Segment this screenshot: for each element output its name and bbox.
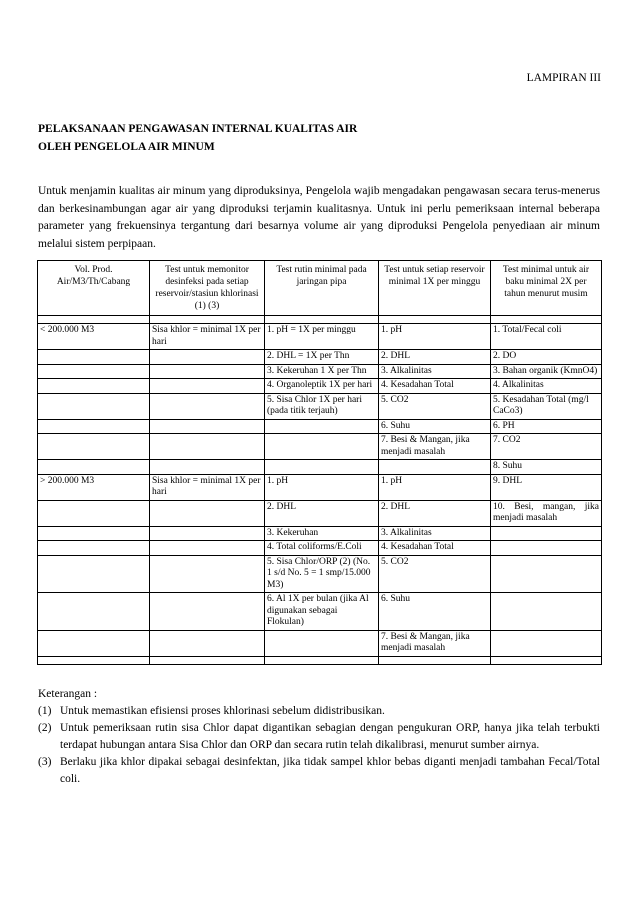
intro-paragraph: Untuk menjamin kualitas air minum yang diproduksinya, Pengelola wajib mengadakan pengawasan secara terus-menerus dan berkesinambungan agar air yang diproduksi terjamin kualitasnya. Untuk ini perlu pemeriksaan internal beberapa parameter yang frekuensinya tergantung dari besarnya volume air yang diproduksi Pengelola penyediaan air minum melalui sistem perpipaan.	[38, 185, 600, 250]
note-item	[38, 720, 600, 754]
table-row-cell-1	[150, 364, 265, 379]
table-row	[38, 350, 602, 365]
table-row-cell-1	[150, 541, 265, 556]
table-header-row-cell-1: Test untuk memonitor desinfeksi pada setiap reservoir/stasiun khlorinasi (1) (3)	[150, 261, 265, 316]
table-header-row	[38, 261, 602, 316]
note-number: (2)	[38, 722, 52, 734]
table-row-cell-2: 5. Sisa Chlor 1X per hari (pada titik terjauh)	[265, 393, 379, 419]
table-row-cell-1	[150, 593, 265, 631]
table-row-cell-2	[265, 460, 379, 475]
table-row-cell-3: 3. Alkalinitas	[379, 526, 491, 541]
table-row	[38, 379, 602, 394]
table-row-cell-2	[265, 419, 379, 434]
table-row-cell-0	[38, 630, 150, 656]
table-row-cell-3: 1. pH	[379, 474, 491, 500]
table-row-cell-0: < 200.000 M3	[38, 324, 150, 350]
table-row-cell-3: 6. Suhu	[379, 593, 491, 631]
table-row-cell-0	[38, 526, 150, 541]
table-row-cell-4: 1. Total/Fecal coli	[491, 324, 602, 350]
table-row-cell-0	[38, 419, 150, 434]
notes-section	[38, 686, 600, 788]
table-row	[38, 630, 602, 656]
note-item	[38, 754, 600, 788]
table-row-cell-3: 3. Alkalinitas	[379, 364, 491, 379]
table-row-cell-3: 2. DHL	[379, 500, 491, 526]
table-header-row-cell-3: Test untuk setiap reservoir minimal 1X per minggu	[379, 261, 491, 316]
table-row-cell-2: 5. Sisa Chlor/ORP (2) (No. 1 s/d No. 5 = 1 smp/15.000 M3)	[265, 555, 379, 593]
table-row-cell-4	[491, 630, 602, 656]
table-spacer-row-cell-0	[38, 316, 150, 324]
table-row-cell-0	[38, 593, 150, 631]
table-row	[38, 526, 602, 541]
table-row-cell-4: 5. Kesadahan Total (mg/l CaCo3)	[491, 393, 602, 419]
monitoring-table	[37, 260, 602, 665]
table-row-cell-4: 4. Alkalinitas	[491, 379, 602, 394]
table-row-cell-2: 4. Total coliforms/E.Coli	[265, 541, 379, 556]
table-row-cell-0	[38, 541, 150, 556]
table-row-cell-3: 7. Besi & Mangan, jika menjadi masalah	[379, 434, 491, 460]
table-spacer-row-cell-1	[150, 656, 265, 664]
table-row-cell-0: > 200.000 M3	[38, 474, 150, 500]
note-text: Berlaku jika khlor dipakai sebagai desinfektan, jika tidak sampel khlor bebas diganti menjadi tambahan Fecal/Total coli.	[60, 756, 600, 785]
table-row-cell-3: 7. Besi & Mangan, jika menjadi masalah	[379, 630, 491, 656]
table-row-cell-4: 8. Suhu	[491, 460, 602, 475]
table-spacer-row-cell-4	[491, 316, 602, 324]
table-spacer-row-cell-2	[265, 656, 379, 664]
table-row-cell-0	[38, 434, 150, 460]
table-row	[38, 474, 602, 500]
table-row	[38, 393, 602, 419]
table-row-cell-1	[150, 393, 265, 419]
table-row-cell-1	[150, 555, 265, 593]
table-row-cell-4	[491, 555, 602, 593]
table-row	[38, 500, 602, 526]
table-row-cell-4	[491, 593, 602, 631]
table-row-cell-3: 6. Suhu	[379, 419, 491, 434]
table-row-cell-4: 2. DO	[491, 350, 602, 365]
table-row-cell-1	[150, 350, 265, 365]
table-spacer-row	[38, 656, 602, 664]
table-spacer-row-cell-1	[150, 316, 265, 324]
table-row-cell-2: 3. Kekeruhan	[265, 526, 379, 541]
table-row	[38, 541, 602, 556]
table-header-row-cell-2: Test rutin minimal pada jaringan pipa	[265, 261, 379, 316]
table-row-cell-3: 2. DHL	[379, 350, 491, 365]
table-row-cell-0	[38, 393, 150, 419]
table-row-cell-2: 2. DHL = 1X per Thn	[265, 350, 379, 365]
table-row-cell-0	[38, 500, 150, 526]
table-row-cell-2: 3. Kekeruhan 1 X per Thn	[265, 364, 379, 379]
table-row-cell-0	[38, 379, 150, 394]
table-row-cell-4	[491, 526, 602, 541]
note-number: (3)	[38, 756, 52, 768]
table-row	[38, 419, 602, 434]
document-title	[38, 120, 357, 156]
table-row-cell-1	[150, 460, 265, 475]
title-line-2: OLEH PENGELOLA AIR MINUM	[38, 141, 215, 153]
table-row-cell-0	[38, 460, 150, 475]
table-spacer-row-cell-2	[265, 316, 379, 324]
table-row	[38, 460, 602, 475]
table-header-row-cell-4: Test minimal untuk air baku minimal 2X per tahun menurut musim	[491, 261, 602, 316]
note-text: Untuk pemeriksaan rutin sisa Chlor dapat digantikan sebagian dengan pengukuran ORP, hanya jika telah terbukti terdapat hubungan antara Sisa Chlor dan ORP dan secara rutin telah dikalibrasi, menurut sumber airnya.	[60, 722, 600, 751]
table-row-cell-3: 1. pH	[379, 324, 491, 350]
table-row-cell-3: 4. Kesadahan Total	[379, 541, 491, 556]
note-text: Untuk memastikan efisiensi proses khlorinasi sebelum didistribusikan.	[60, 705, 385, 717]
table-row-cell-3: 5. CO2	[379, 393, 491, 419]
table-row	[38, 434, 602, 460]
note-item	[38, 703, 600, 720]
table-row-cell-1	[150, 526, 265, 541]
table-row-cell-4: 10. Besi, mangan, jika menjadi masalah	[491, 500, 602, 526]
note-number: (1)	[38, 705, 52, 717]
notes-list	[38, 703, 600, 788]
table-row-cell-4: 7. CO2	[491, 434, 602, 460]
table-row-cell-0	[38, 350, 150, 365]
table-row-cell-3: 4. Kesadahan Total	[379, 379, 491, 394]
table-row-cell-2: 1. pH = 1X per minggu	[265, 324, 379, 350]
table-row-cell-4: 6. PH	[491, 419, 602, 434]
table-row-cell-0	[38, 555, 150, 593]
table-row-cell-4: 3. Bahan organik (KmnO4)	[491, 364, 602, 379]
table-spacer-row-cell-4	[491, 656, 602, 664]
table-row-cell-1	[150, 500, 265, 526]
table-row-cell-2: 4. Organoleptik 1X per hari	[265, 379, 379, 394]
table-row-cell-1: Sisa khlor = minimal 1X per hari	[150, 324, 265, 350]
table-spacer-row	[38, 316, 602, 324]
table-row-cell-1	[150, 379, 265, 394]
table-row	[38, 324, 602, 350]
table-spacer-row-cell-3	[379, 656, 491, 664]
title-line-1: PELAKSANAAN PENGAWASAN INTERNAL KUALITAS AIR	[38, 123, 358, 135]
table-row-cell-4	[491, 541, 602, 556]
table-row-cell-1: Sisa khlor = minimal 1X per hari	[150, 474, 265, 500]
table-row-cell-1	[150, 434, 265, 460]
notes-heading: Keterangan :	[38, 688, 98, 700]
table-row	[38, 593, 602, 631]
table-row	[38, 364, 602, 379]
table-row-cell-3	[379, 460, 491, 475]
table-spacer-row-cell-0	[38, 656, 150, 664]
table-row-cell-2	[265, 630, 379, 656]
table-spacer-row-cell-3	[379, 316, 491, 324]
table-row-cell-2: 6. Al 1X per bulan (jika Al digunakan sebagai Flokulan)	[265, 593, 379, 631]
table-row-cell-1	[150, 419, 265, 434]
table-row-cell-3: 5. CO2	[379, 555, 491, 593]
lampiran-label: LAMPIRAN III	[526, 72, 601, 84]
table-row	[38, 555, 602, 593]
table-row-cell-0	[38, 364, 150, 379]
table-row-cell-2: 2. DHL	[265, 500, 379, 526]
table-row-cell-2: 1. pH	[265, 474, 379, 500]
table-row-cell-4: 9. DHL	[491, 474, 602, 500]
table-header-row-cell-0: Vol. Prod. Air/M3/Th/Cabang	[38, 261, 150, 316]
table-row-cell-1	[150, 630, 265, 656]
table-row-cell-2	[265, 434, 379, 460]
